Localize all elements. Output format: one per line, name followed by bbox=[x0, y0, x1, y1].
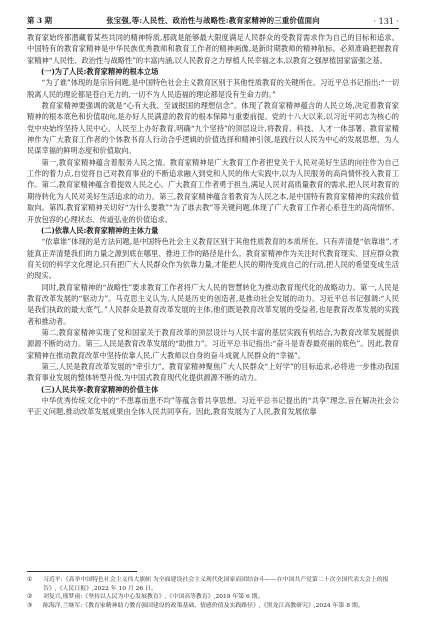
body-paragraph: 教育家始终都潜藏着某些共同的精神特质,那就是能够最大限度满足人民群众的受教育需求作为自己的目标和追求。中国特有的教育家精神是中华民族优秀教师和教育工作者的精神画像,是新时期教师的精神航标。必须准确把握教育家精神“人民性、政治性与战略性”的丰富内涵,以人民教育之力厚植人民幸福之本,以教育之强厚植国家富强之基。 bbox=[27, 33, 399, 65]
body-paragraph: 同时,教育家精神的“战略性”要求教育工作者将广大人民的智慧转化为推动教育现代化的战略动力。第一,人民是教育改革发展的“驱动力”。马克思主义认为,人民是历史的创造者,是推动社会发展的动力。习近平总书记强调:“人民是我们执政的最大底气。”人民群众是教育改革发展的主体,他们既是教育改革发展的受益者,也是教育改革发展的实践者和推动者。 bbox=[27, 282, 399, 326]
footnote-text: 刘复兴,邢梦雨:《坚持以人民为中心发展教育》,《中国高等教育》,2019 年第 6 期。 bbox=[43, 594, 264, 601]
running-header bbox=[27, 6, 399, 29]
footnote bbox=[27, 602, 399, 611]
page-number: · 131 · bbox=[373, 17, 399, 26]
body-paragraph: 第三,人民是教育改革发展的“牵引力”。教育家精神聚焦广大人民群众“上好学”的目标追求,必将进一步推动我国教育事业发展的整体转型升级,为中国式教育现代化提供源源不断的动力。 bbox=[27, 361, 399, 383]
section-heading: (三)人民共享:教育家精神的价值主体 bbox=[41, 384, 159, 394]
body-paragraph: 第二,教育家精神实现了党和国家关于教育改革的顶层设计与人民丰富的基层实践有机结合,为教育改革发展提供源源不断的动力。第三,人民是教育改革发展的“助推力”。习近平总书记指出:“奋斗是青春最亮丽的底色”。因此,教育家精神在推动教育改革中坚持依靠人民,广大教师以自身的奋斗成就人民群众的“幸福”。 bbox=[27, 327, 399, 360]
paper-page bbox=[0, 6, 427, 637]
article-body bbox=[27, 32, 399, 418]
section-heading: (二)依靠人民:教育家精神的主体力量 bbox=[41, 225, 159, 235]
running-title: 张宝强,等:人民性、政治性与战略性:教育家精神的三重价值面向 bbox=[106, 16, 320, 25]
footnote-text: 习近平:《高举中国特色社会主义伟大旗帜 为全面建设社会主义现代化国家而团结奋斗——在中国共产党第二十次全国代表大会上的报告》,《人民日报》,2022 年 10 月 26 日。 bbox=[43, 577, 389, 592]
body-paragraph: “依靠谁”体现的是方法问题,是中国特色社会主义教育区别于其他性质教育的本质所在。只有弄清楚“依靠谁”,才能真正弄清楚我们的力量之源到底在哪里、推进工作的路径是什么。教育家精神作为关注时代教育现实、回应群众教育关切的科学文化理论,只有把广大人民群众作为依靠力量,才能把人民的期待变成自己的行动,把人民的希望变成生活的现实。 bbox=[27, 237, 399, 281]
body-paragraph: “为了谁”体现的是宗旨问题,是中国特色社会主义教育区别于其他性质教育的关键所在。习近平总书记指出:“一切脱离人民的理论都是苍白无力的,一切不为人民造福的理论都是没有生命力的。” bbox=[27, 78, 399, 99]
footnote-mark: ① bbox=[27, 577, 33, 583]
body-paragraph: 中华优秀传统文化中的“不患寡而患不均”等蕴含着共享思想。习近平总书记提出的“共享”理念,旨在解决社会公平正义问题,推动改革发展成果由全体人民共同享有。因此,教育发展为了人民,教育发展依靠 bbox=[27, 396, 399, 417]
footnotes bbox=[27, 571, 399, 610]
footnote-mark: ② bbox=[27, 594, 33, 601]
footnote bbox=[27, 576, 399, 593]
footnote bbox=[27, 593, 399, 602]
body-paragraph: 第一,教育家精神蕴含着服务人民之情。教育家精神是广大教育工作者把党关于人民对美好生活的向往作为自己工作的着力点,自觉将自己对教育事业的不断追求融入到党和人民的伟大实践中,以为人民服务的高尚情怀投入教育工作。第二,教育家精神蕴含着提效人民之心。广大教育工作者勇于担当,满足人民对高质量教育的需求,把人民对教育的期待转化为人民对美好生活追求的动力。第三,教育家精神蕴含着教育为人民之本,是中国特有教育家精神的实践价值取向。第四,教育家精神关切好“为什么要教”“为了谁去教”等关键问题,体现了广大教育工作者心系苍生的高尚情怀、开放包容的心理状态、传道弘业的价值追求。 bbox=[27, 157, 399, 224]
footnote-rule bbox=[27, 571, 137, 572]
footnote-mark: ③ bbox=[27, 602, 33, 609]
footnote-text: 陈海洋,兰继军:《教育家精神助力教育强国建设的政策基础、情感价值及实践路径》,《黑龙江高教研究》,2024 年第 8 期。 bbox=[43, 602, 364, 609]
section-heading: (一)为了人民:教育家精神的根本立场 bbox=[41, 67, 159, 77]
issue-label: 第 3 期 bbox=[27, 16, 53, 25]
body-paragraph: 教育家精神要强调的就是“心有大我、至诚报国的理想信念”。体现了教育家精神蕴含的人民立场,决定着教育家精神的根本底色和价值取向,是办好人民满意的教育的根本保障与重要前提。党的十八大以来,以习近平同志为核心的党中央始终坚持人民中心、人民至上办好教育,明确“九个坚持”的顶层设计,将教育、科技、人才一体部署。教育家精神作为广大教育工作者的个体教书育人行动合乎逻辑的价值选择和精神引领,是践行以人民为中心的发展思想、为人民谋幸福的鲜明态度和价值取向。 bbox=[27, 101, 399, 156]
